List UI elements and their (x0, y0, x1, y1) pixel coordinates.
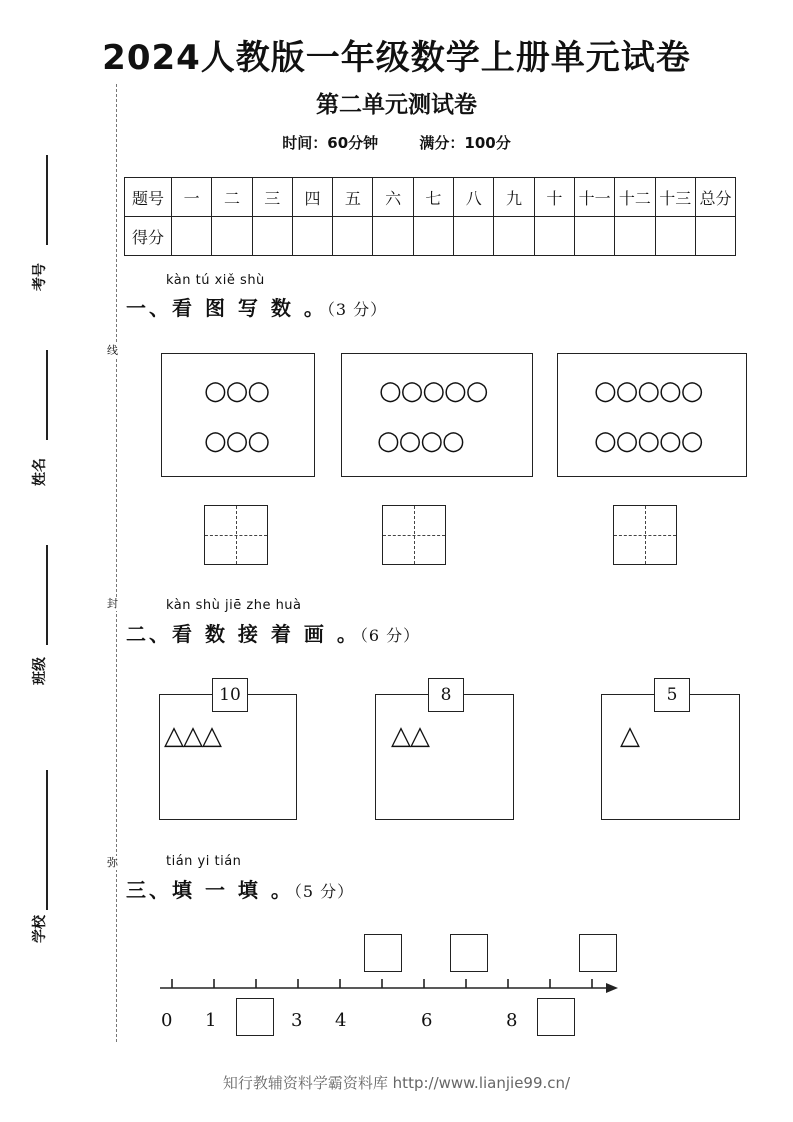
score-cell[interactable] (373, 217, 413, 256)
score-col-3: 三 (252, 178, 292, 217)
score-cell[interactable] (655, 217, 695, 256)
section1-points: （3 分） (326, 300, 388, 319)
score-table-header-row (125, 178, 736, 217)
section2-pinyin: kàn shù jiē zhe huà (166, 598, 302, 613)
score-col-5: 五 (333, 178, 373, 217)
class-label: 班级 (32, 657, 48, 685)
circle-group-row2: ○○○○○ (594, 426, 703, 456)
name-fill-line[interactable] (46, 350, 48, 440)
margin-mark-mi: 弥 (107, 856, 118, 869)
score-cell-total[interactable] (695, 217, 735, 256)
exam-meta (0, 132, 793, 153)
circle-group-row2: ○○○ (204, 426, 270, 456)
section3-heading (126, 874, 354, 903)
name-label: 姓名 (32, 458, 48, 486)
score-cell[interactable] (292, 217, 332, 256)
score-cell[interactable] (454, 217, 494, 256)
score-col-11: 十一 (574, 178, 614, 217)
score-col-2: 二 (212, 178, 252, 217)
drawing-panel-2[interactable] (375, 694, 514, 820)
school-label: 学校 (32, 915, 48, 943)
section1-heading (126, 292, 387, 321)
score-col-1: 一 (172, 178, 212, 217)
exam-full-score: 满分：100分 (419, 134, 511, 152)
circle-group-row1: ○○○ (204, 376, 270, 406)
score-table (124, 177, 736, 256)
number-line-label: 8 (506, 1010, 518, 1031)
score-col-8: 八 (454, 178, 494, 217)
exam-no-label: 考号 (32, 263, 48, 291)
drawing-panel-3[interactable] (601, 694, 740, 820)
number-line-answer-box[interactable] (236, 998, 274, 1036)
score-table-row1-label: 题号 (125, 178, 172, 217)
number-line-answer-box[interactable] (364, 934, 402, 972)
score-cell[interactable] (252, 217, 292, 256)
score-col-13: 十三 (655, 178, 695, 217)
section1-title: 一、看 图 写 数 。 (126, 296, 327, 320)
class-fill-line[interactable] (46, 545, 48, 645)
circle-group-row1: ○○○○○ (594, 376, 703, 406)
drawing-panel-1[interactable] (159, 694, 297, 820)
section3-title: 三、填 一 填 。 (126, 878, 294, 902)
page-subtitle: 第二单元测试卷 (316, 92, 477, 118)
score-cell[interactable] (413, 217, 453, 256)
footer-source: 知行教辅资料学霸资料库 http://www.lianjie99.cn/ (222, 1074, 571, 1092)
score-col-9: 九 (494, 178, 534, 217)
triangle-group: △ (620, 721, 639, 751)
section1-pinyin: kàn tú xiě shù (166, 273, 265, 288)
circle-group-row1: ○○○○○ (379, 376, 488, 406)
exam-time: 时间：60分钟 (282, 134, 379, 152)
score-col-10: 十 (534, 178, 574, 217)
triangle-group: △△△ (164, 721, 221, 751)
answer-writing-grid-3[interactable] (613, 505, 677, 565)
score-col-6: 六 (373, 178, 413, 217)
triangle-group: △△ (391, 721, 429, 751)
section2-title: 二、看 数 接 着 画 。 (126, 622, 360, 646)
score-cell[interactable] (172, 217, 212, 256)
score-cell[interactable] (615, 217, 655, 256)
number-line-answer-box[interactable] (579, 934, 617, 972)
number-line-label: 4 (335, 1010, 347, 1031)
picture-panel-2 (341, 353, 533, 477)
number-line-label: 6 (421, 1010, 433, 1031)
number-line-answer-box[interactable] (450, 934, 488, 972)
number-tag-2: 8 (428, 678, 464, 712)
score-cell[interactable] (494, 217, 534, 256)
section3-pinyin: tián yi tián (166, 854, 242, 869)
score-table-score-row (125, 217, 736, 256)
number-line (150, 970, 630, 1000)
answer-writing-grid-2[interactable] (382, 505, 446, 565)
score-table-row2-label: 得分 (125, 217, 172, 256)
section3-points: （5 分） (293, 882, 355, 901)
school-fill-line[interactable] (46, 770, 48, 910)
score-col-7: 七 (413, 178, 453, 217)
number-tag-3: 5 (654, 678, 690, 712)
picture-panel-1 (161, 353, 315, 477)
score-col-12: 十二 (615, 178, 655, 217)
score-cell[interactable] (212, 217, 252, 256)
page-title: 2024人教版一年级数学上册单元试卷 (102, 38, 691, 78)
exam-no-fill-line[interactable] (46, 155, 48, 245)
number-line-answer-box[interactable] (537, 998, 575, 1036)
margin-mark-seal: 封 (107, 597, 118, 610)
number-line-label: 0 (161, 1010, 173, 1031)
number-line-label: 3 (291, 1010, 303, 1031)
number-tag-1: 10 (212, 678, 248, 712)
circle-group-row2: ○○○○ (377, 426, 464, 456)
score-col-total: 总分 (695, 178, 735, 217)
score-cell[interactable] (534, 217, 574, 256)
margin-mark-line: 线 (107, 344, 118, 357)
answer-writing-grid-1[interactable] (204, 505, 268, 565)
score-cell[interactable] (574, 217, 614, 256)
section2-points: （6 分） (359, 626, 421, 645)
picture-panel-3 (557, 353, 747, 477)
binding-dashed-line (116, 84, 117, 1042)
section2-heading (126, 618, 420, 647)
score-cell[interactable] (333, 217, 373, 256)
score-col-4: 四 (292, 178, 332, 217)
number-line-label: 1 (205, 1010, 217, 1031)
